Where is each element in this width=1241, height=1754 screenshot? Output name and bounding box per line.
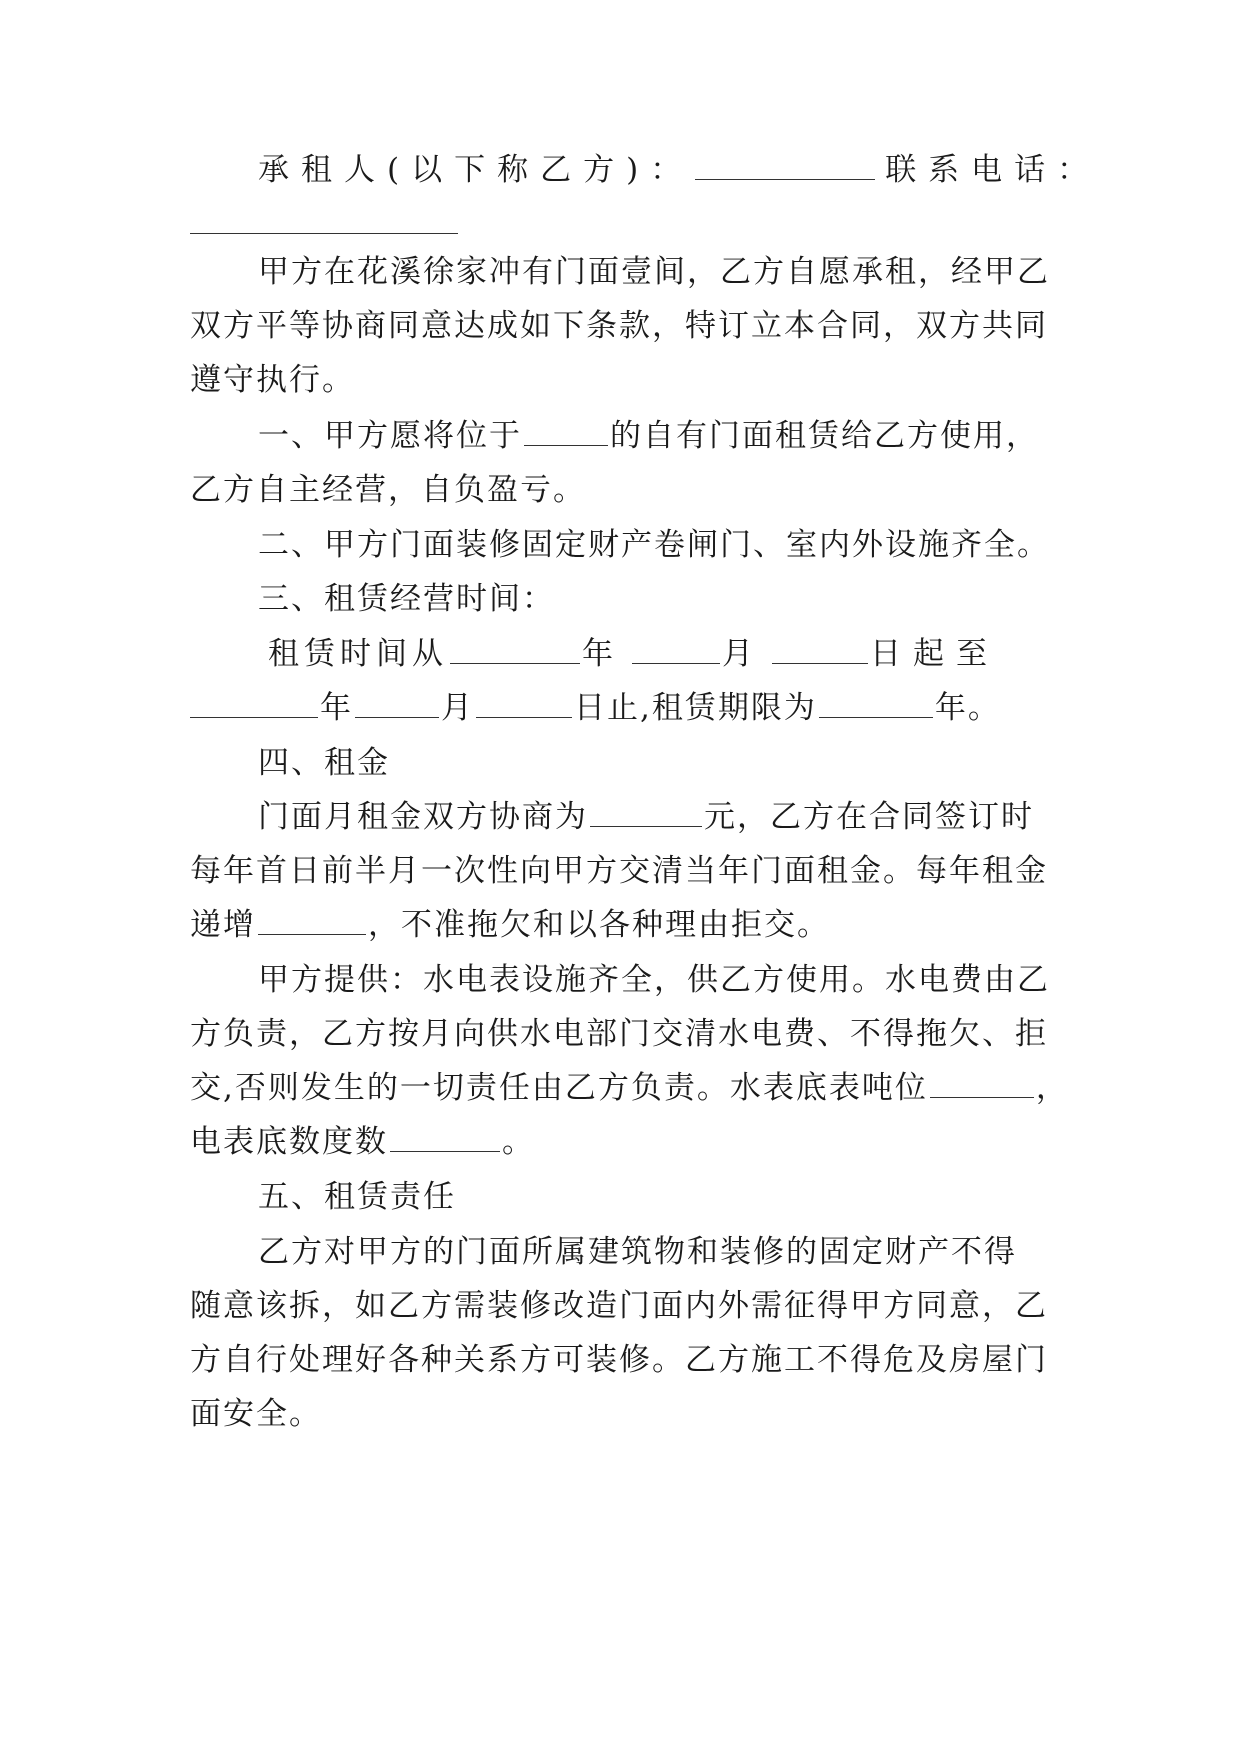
paragraph-line: 乙方自主经营，自负盈亏。 (190, 472, 586, 508)
rent-increase-line (190, 905, 1060, 945)
paragraph-line: 甲方在花溪徐家冲有门面壹间，乙方自愿承租，经甲乙 (258, 254, 1050, 290)
lease-text: 月 (722, 636, 758, 672)
rent-text: 元，乙方在合同签订时 (704, 799, 1034, 835)
start-year-blank (450, 637, 580, 664)
electric-meter-blank (390, 1125, 500, 1152)
clause-one-line (258, 416, 1060, 456)
monthly-rent-blank (590, 800, 702, 827)
utility-text: 交,否则发生的一切责任由乙方负责。水表底表吨位 (190, 1070, 928, 1106)
lease-period-line (268, 634, 1070, 674)
lease-period-line-2 (190, 688, 1060, 728)
paragraph-line: 甲方提供：水电表设施齐全，供乙方使用。水电费由乙 (258, 962, 1050, 998)
end-year-blank (190, 691, 318, 718)
water-meter-line (190, 1068, 1069, 1108)
phone-blank-line (190, 204, 1060, 244)
clause-text: 的自有门面租赁给乙方使用， (610, 418, 1039, 454)
paragraph-line: 方负责，乙方按月向供水电部门交清水电费、不得拖欠、拒 (190, 1016, 1048, 1052)
paragraph-line: 双方平等协商同意达成如下条款，特订立本合同，双方共同 (190, 308, 1048, 344)
lease-text: 日起至 (870, 636, 999, 672)
electric-meter-line (190, 1122, 1060, 1162)
rent-text: 门面月租金双方协商为 (258, 799, 588, 835)
paragraph-line: 面安全。 (190, 1396, 322, 1432)
rent-increase-blank (258, 908, 366, 935)
lease-text: 租赁时间从 (268, 636, 448, 672)
paragraph-line: 随意该拆，如乙方需装修改造门面内外需征得甲方同意，乙 (190, 1288, 1048, 1324)
rent-text: 递增 (190, 907, 256, 943)
start-month-blank (632, 637, 720, 664)
utility-text: 。 (502, 1124, 535, 1160)
lessee-name-blank (695, 153, 875, 180)
clause-four-heading: 四、租金 (258, 745, 390, 781)
lease-text: 月 (441, 690, 474, 726)
term-years-blank (819, 691, 933, 718)
lease-text: 日止,租赁期限为 (574, 690, 817, 726)
rent-line (258, 797, 1060, 837)
lease-text: 年。 (934, 690, 1001, 726)
paragraph-line: 方自行处理好各种关系方可装修。乙方施工不得危及房屋门 (190, 1342, 1048, 1378)
paragraph-line: 乙方对甲方的门面所属建筑物和装修的固定财产不得 (258, 1234, 1017, 1270)
clause-three-heading: 三、租赁经营时间： (258, 581, 555, 617)
rent-text: ，不准拖欠和以各种理由拒交。 (368, 907, 830, 943)
lessee-line (258, 150, 1101, 190)
phone-label: 联系电话： (885, 152, 1101, 188)
lessee-label: 承租人(以下称乙方)： (258, 152, 694, 188)
end-day-blank (476, 691, 572, 718)
phone-blank (190, 207, 458, 234)
clause-two: 二、甲方门面装修固定财产卷闸门、室内外设施齐全。 (258, 527, 1050, 563)
paragraph-line: 每年首日前半月一次性向甲方交清当年门面租金。每年租金 (190, 853, 1048, 889)
lease-text: 年 (320, 690, 353, 726)
utility-text: ， (1035, 1070, 1069, 1106)
utility-text: 电表底数度数 (190, 1124, 388, 1160)
water-meter-blank (930, 1071, 1034, 1098)
location-blank (524, 419, 608, 446)
paragraph-line: 遵守执行。 (190, 362, 355, 398)
lease-text: 年 (582, 636, 618, 672)
clause-five-heading: 五、租赁责任 (258, 1179, 456, 1215)
end-month-blank (355, 691, 439, 718)
clause-text: 一、甲方愿将位于 (258, 418, 522, 454)
start-day-blank (772, 637, 868, 664)
